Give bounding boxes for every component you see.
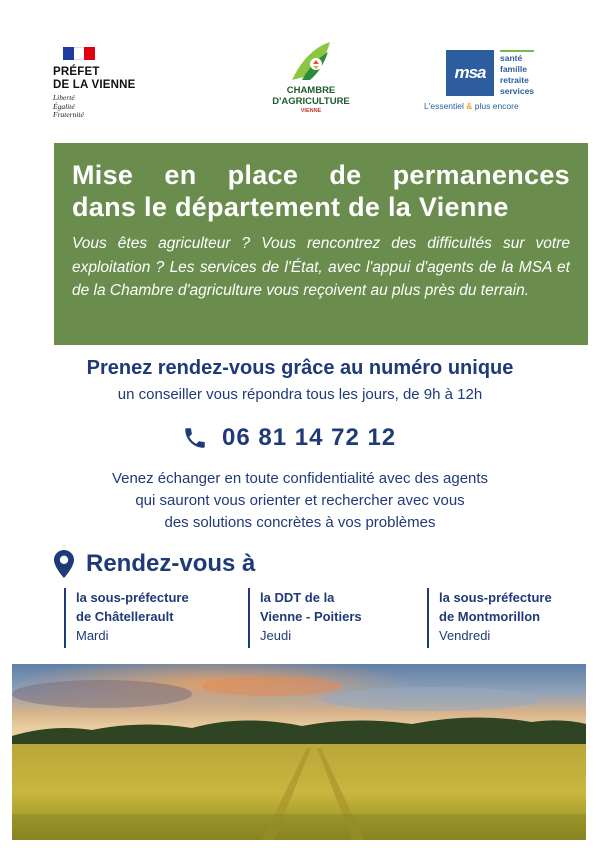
chambre-name: CHAMBRE D'AGRICULTURE: [272, 85, 350, 107]
rendezvous-title: Rendez-vous à: [86, 550, 256, 577]
msa-logo-box: msa: [446, 50, 494, 96]
msa-tag-part2: plus encore: [472, 101, 519, 111]
msa-word: santé: [500, 53, 523, 63]
french-flag-icon: [63, 47, 95, 60]
msa-tagline: [424, 101, 566, 111]
location-name: la sous-préfecture de Châtellerault: [76, 590, 189, 624]
chambre-agriculture-logo: [262, 40, 360, 114]
banner-title-line1: Mise en place de permanences: [72, 160, 570, 190]
echange-text: [0, 468, 600, 534]
msa-word: services: [500, 86, 535, 96]
msa-words: [500, 50, 534, 97]
phone-block: [182, 424, 396, 452]
echange-line: Venez échanger en toute confidentialité avec des agents: [111, 470, 489, 487]
location-day: Vendredi: [439, 628, 491, 643]
location-montmorillon: [427, 588, 552, 648]
msa-tag-part1: L'essentiel: [424, 101, 467, 111]
banner-text: Vous êtes agriculteur ? Vous rencontrez des difficultés sur votre exploitation ? Les services de l'État, avec l'appui d'agents de la MSA et de la Chambre d'agriculture vous reçoivent au plus près du terrain.: [72, 235, 570, 299]
prefet-logo: [53, 47, 163, 120]
chambre-sub: VIENNE: [300, 108, 322, 114]
msa-word: retraite: [500, 75, 529, 85]
rdv-subtitle: un conseiller vous répondra tous les jours, de 9h à 12h: [117, 386, 483, 403]
rendezvous-heading: [54, 550, 255, 578]
location-poitiers: [248, 588, 362, 648]
prefet-motto: Liberté Égalité Fraternité: [53, 93, 84, 119]
rdv-title: Prenez rendez-vous grâce au numéro unique: [86, 357, 514, 379]
banner-title-line2: dans le département de la Vienne: [72, 192, 509, 222]
msa-word: famille: [500, 64, 527, 74]
prefet-name: PRÉFET DE LA VIENNE: [53, 66, 136, 91]
location-day: Mardi: [76, 628, 109, 643]
echange-line: des solutions concrètes à vos problèmes: [164, 514, 436, 531]
intro-banner: [54, 143, 588, 345]
msa-tag-amp: &: [466, 101, 473, 111]
location-name: la sous-préfecture de Montmorillon: [439, 590, 552, 624]
phone-icon: [182, 425, 208, 451]
wheat-field-photo: [12, 664, 586, 840]
phone-number[interactable]: 06 81 14 72 12: [222, 424, 397, 451]
location-day: Jeudi: [260, 628, 292, 643]
location-name: la DDT de la Vienne - Poitiers: [260, 590, 362, 624]
echange-line: qui sauront vous orienter et rechercher avec vous: [135, 492, 465, 509]
chambre-leaf-icon: [288, 40, 334, 84]
location-pin-icon: [54, 550, 74, 578]
location-chatellerault: [64, 588, 189, 648]
msa-logo: [424, 50, 566, 111]
